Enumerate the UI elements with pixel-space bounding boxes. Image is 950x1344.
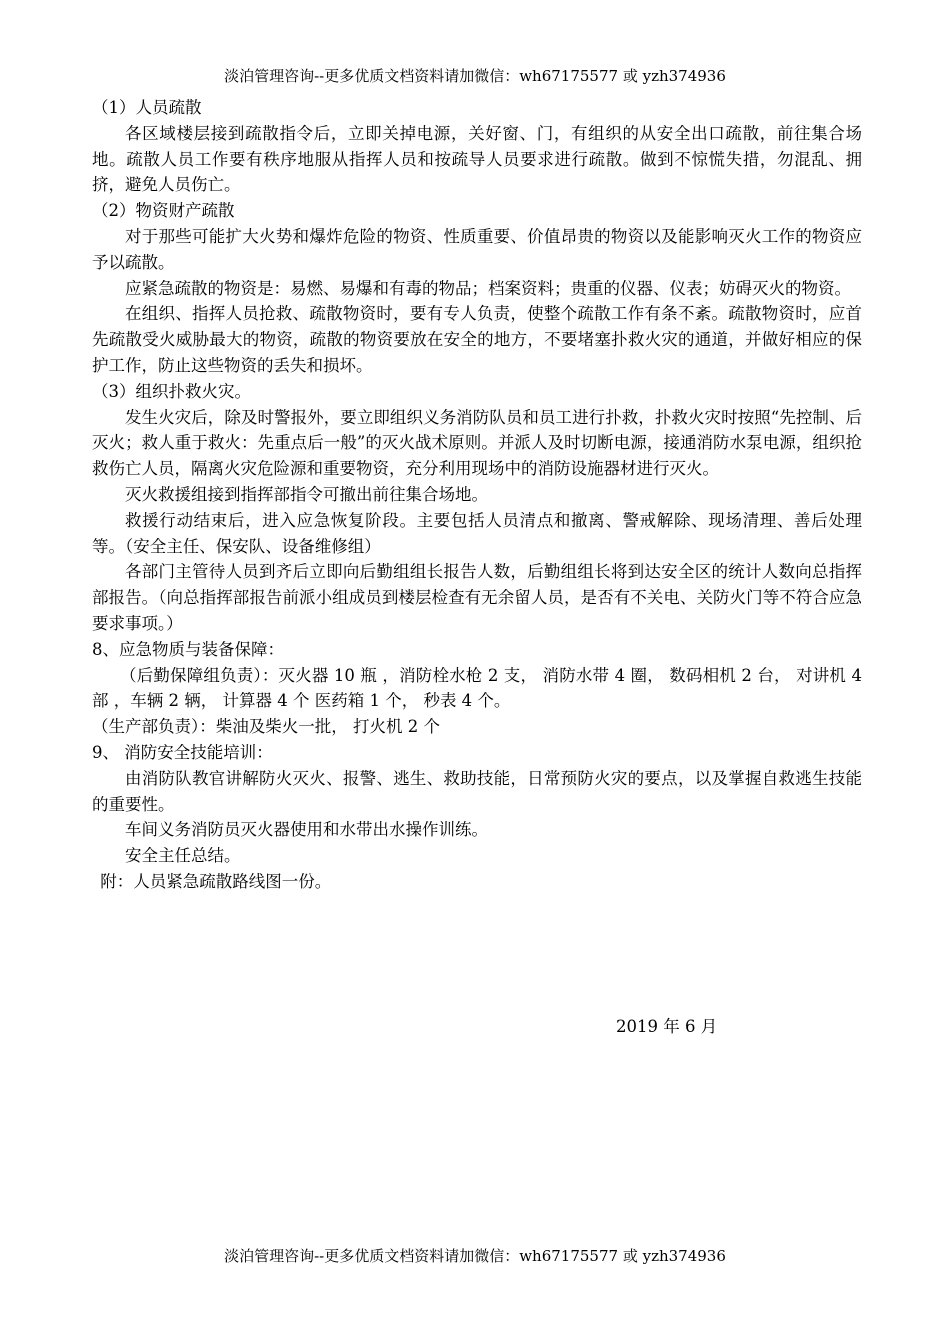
document-date: 2019 年 6 月 [616,1017,718,1036]
paragraph: 在组织、指挥人员抢救、疏散物资时，要有专人负责，使整个疏散工作有条不紊。疏散物资时，应首先疏散受火威胁最大的物资，疏散的物资要放在安全的地方，不要堵塞扑救火灾的通道，并做好相应的保护工作，防止这些物资的丢失和损坏。 [92,304,862,375]
page-footer: 淡泊管理咨询--更多优质文档资料请加微信：wh67175577 或 yzh374936 [224,1247,726,1265]
paragraph: 对于那些可能扩大火势和爆炸危险的物资、性质重要、价值昂贵的物资以及能影响灭火工作的物资应予以疏散。 [92,226,862,272]
paragraph: 灭火救援组接到指挥部指令可撤出前往集合场地。 [125,484,488,504]
appendix-note: 附：人员紧急疏散路线图一份。 [100,871,332,891]
paragraph: 各区域楼层接到疏散指令后，立即关掉电源，关好窗、门，有组织的从安全出口疏散，前往集合场地。疏散人员工作要有秩序地服从指挥人员和按疏导人员要求进行疏散。做到不惊慌失措，勿混乱、拥挤，避免人员伤亡。 [92,123,862,195]
paragraph: 应紧急疏散的物资是：易燃、易爆和有毒的物品；档案资料；贵重的仪器、仪表；妨碍灭火的物资。 [125,278,851,298]
section-heading-property: （2）物资财产疏散 [92,201,235,221]
paragraph: 救援行动结束后，进入应急恢复阶段。主要包括人员清点和撤离、警戒解除、现场清理、善后处理等。（安全主任、保安队、设备维修组） [92,510,862,556]
paragraph: 由消防队教官讲解防火灭火、报警、逃生、救助技能，日常预防火灾的要点，以及掌握自救逃生技能的重要性。 [92,768,862,814]
paragraph: 发生火灾后，除及时警报外，要立即组织义务消防队员和员工进行扑救，扑救火灾时按照“先控制、后灭火；救人重于救火：先重点后一般”的灭火战术原则。并派人及时切断电源，接通消防水泵电源，组织抢救伤亡人员，隔离火灾危险源和重要物资，充分利用现场中的消防设施器材进行灭火。 [92,407,862,479]
paragraph: （后勤保障组负责）：灭火器 10 瓶 ，消防栓水枪 2 支， 消防水带 4 圈， 数码相机 2 台， 对讲机 4 部 ，车辆 2 辆， 计算器 4 个 医药箱 1 个， 秒表 4 个。 [92,665,862,711]
paragraph: 安全主任总结。 [125,846,241,866]
page-header: 淡泊管理咨询--更多优质文档资料请加微信：wh67175577 或 yzh374936 [224,67,726,85]
paragraph: 车间义务消防员灭火器使用和水带出水操作训练。 [125,820,488,840]
paragraph: （生产部负责）：柴油及柴火一批， 打火机 2 个 [92,717,440,737]
section-heading-training: 9、 消防安全技能培训： [92,742,273,762]
section-heading-supplies: 8、应急物质与装备保障： [92,639,284,659]
section-heading-firefighting: （3）组织扑救火灾。 [92,381,251,401]
section-heading-evacuation: （1）人员疏散 [92,98,202,117]
document-body [92,95,862,895]
paragraph: 各部门主管待人员到齐后立即向后勤组组长报告人数，后勤组组长将到达安全区的统计人数向总指挥部报告。（向总指挥部报告前派小组成员到楼层检查有无余留人员，是否有不关电、关防火门等不符合应急要求事项。） [92,562,862,633]
